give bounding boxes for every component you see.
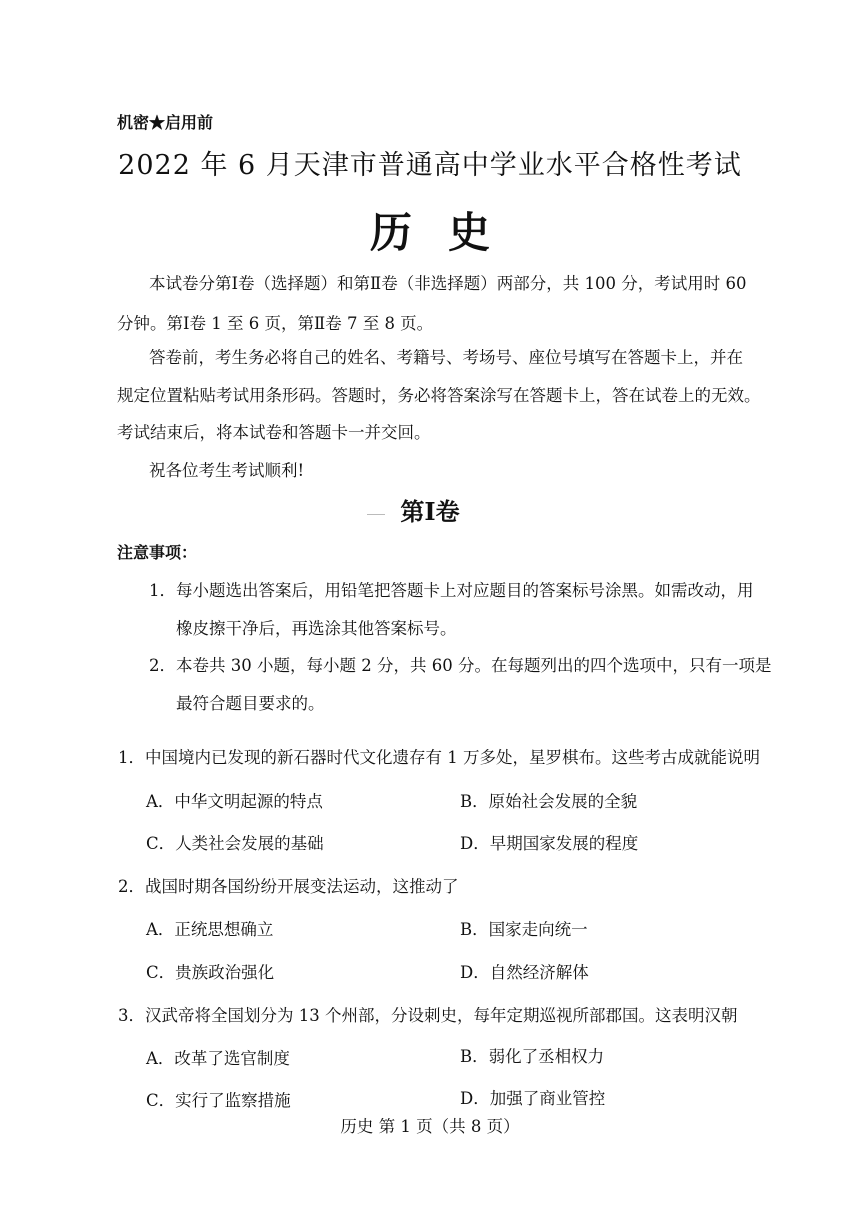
instruction-p1-line1: 本试卷分第Ⅰ卷（选择题）和第Ⅱ卷（非选择题）两部分，共 100 分，考试用时 60: [149, 274, 747, 293]
instruction-p2-line2: 规定位置粘贴考试用条形码。答题时，务必将答案涂写在答题卡上，答在试卷上的无效。: [117, 386, 761, 405]
question-3-option-c: C．实行了监察措施: [146, 1091, 291, 1110]
question-2-stem: 2．战国时期各国纷纷开展变法运动，这推动了: [118, 877, 459, 896]
question-2-option-c: C．贵族政治强化: [146, 963, 275, 982]
note-1-line1: 1．每小题选出答案后，用铅笔把答题卡上对应题目的答案标号涂黑。如需改动，用: [149, 581, 754, 600]
question-1-option-c: C．人类社会发展的基础: [146, 834, 324, 853]
exam-title: 2022 年 6 月天津市普通高中学业水平合格性考试: [118, 150, 742, 181]
question-3-option-b: B．弱化了丞相权力: [460, 1047, 605, 1066]
section-title: 第Ⅰ卷: [400, 497, 460, 526]
question-3-option-a: A．改革了选官制度: [146, 1049, 290, 1068]
question-3-stem: 3．汉武帝将全国划分为 13 个州部，分设刺史，每年定期巡视所部郡国。这表明汉朝: [118, 1006, 738, 1025]
instruction-p1-line2: 分钟。第Ⅰ卷 1 至 6 页，第Ⅱ卷 7 至 8 页。: [117, 314, 434, 333]
subject-title: 历史: [369, 208, 526, 257]
instruction-p2-line3: 考试结束后，将本试卷和答题卡一并交回。: [117, 423, 431, 442]
note-1-line2: 橡皮擦干净后，再选涂其他答案标号。: [176, 619, 457, 638]
question-1-stem: 1．中国境内已发现的新石器时代文化遗存有 1 万多处，星罗棋布。这些考古成就能说明: [118, 748, 760, 767]
question-1-option-a: A．中华文明起源的特点: [146, 792, 323, 811]
good-luck-text: 祝各位考生考试顺利!: [149, 461, 305, 480]
question-2-option-a: A．正统思想确立: [146, 920, 274, 939]
notes-heading: 注意事项：: [117, 543, 198, 562]
question-2-option-b: B．国家走向统一: [460, 920, 588, 939]
note-2-line1: 2．本卷共 30 小题，每小题 2 分，共 60 分。在每题列出的四个选项中，只有一项是: [149, 656, 772, 675]
question-1-option-d: D．早期国家发展的程度: [460, 834, 639, 853]
confidential-label: 机密★启用前: [117, 113, 214, 132]
page-footer: 历史 第 1 页（共 8 页）: [340, 1117, 520, 1136]
instruction-p2-line1: 答卷前，考生务必将自己的姓名、考籍号、考场号、座位号填写在答题卡上，并在: [149, 348, 743, 367]
question-2-option-d: D．自然经济解体: [460, 963, 589, 982]
question-3-option-d: D．加强了商业管控: [460, 1089, 606, 1108]
note-2-line2: 最符合题目要求的。: [176, 694, 325, 713]
question-1-option-b: B．原始社会发展的全貌: [460, 792, 638, 811]
